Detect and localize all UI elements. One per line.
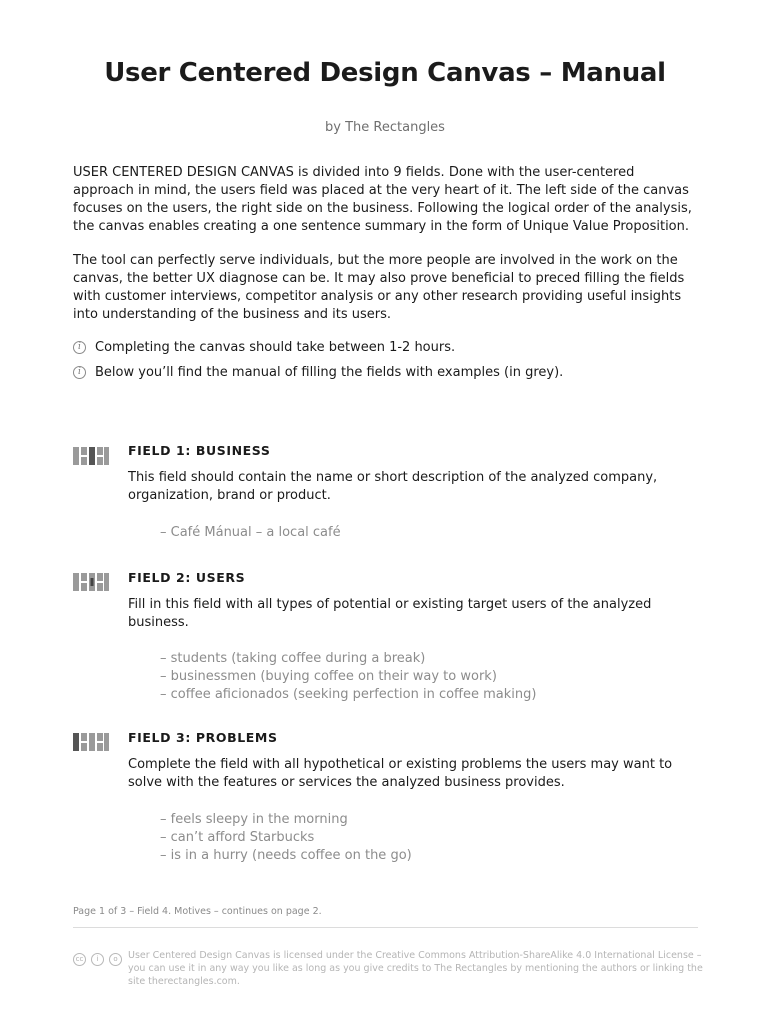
- example-item: – can’t afford Starbucks: [160, 830, 315, 845]
- field-3-description: Complete the field with all hypothetical or existing problems the users may want to solve with the features or services the analyzed business provides.: [128, 757, 673, 790]
- field-1-description: This field should contain the name or short description of the analyzed company, organization, brand or product.: [128, 470, 658, 503]
- example-item: – is in a hurry (needs coffee on the go): [160, 848, 412, 863]
- info-icon: i: [73, 341, 86, 354]
- example-item: – Café Mánual – a local café: [160, 525, 341, 540]
- field-2-examples: [160, 650, 680, 704]
- note-examples: [73, 364, 698, 382]
- note-text: Below you’ll find the manual of filling the fields with examples (in grey).: [95, 365, 564, 380]
- example-item: – students (taking coffee during a break): [160, 651, 426, 666]
- cc-icon: cc: [73, 953, 86, 966]
- field-2-description: Fill in this field with all types of potential or existing target users of the analyzed business.: [128, 597, 652, 630]
- canvas-grid-icon-problems: [73, 733, 109, 751]
- note-text: Completing the canvas should take between 1-2 hours.: [95, 340, 456, 355]
- note-duration: [73, 339, 698, 357]
- field-1-title: FIELD 1: BUSINESS: [128, 443, 271, 458]
- footer-divider: [73, 927, 698, 928]
- example-item: – feels sleepy in the morning: [160, 812, 348, 827]
- canvas-grid-icon-business: [73, 447, 109, 465]
- license-text: User Centered Design Canvas is licensed under the Creative Commons Attribution-ShareAlike 4.0 International License – you can use it in any way you like as long as you give credits to The Rectangles by mentioning the authors or linking the site therectangles.com.: [128, 950, 703, 987]
- byline: by The Rectangles: [325, 120, 445, 135]
- field-2-title: FIELD 2: USERS: [128, 570, 246, 585]
- example-item: – coffee aficionados (seeking perfection in coffee making): [160, 687, 537, 702]
- info-icon: i: [73, 366, 86, 379]
- attribution-icon: i: [91, 953, 104, 966]
- example-item: – businessmen (buying coffee on their way to work): [160, 669, 497, 684]
- field-1-examples: [160, 524, 680, 542]
- intro-paragraph-1: USER CENTERED DESIGN CANVAS is divided into 9 fields. Done with the user-centered approach in mind, the users field was placed at the very heart of it. The left side of the canvas focuses on the users, the right side on the business. Following the logical order of the analysis, the canvas enables creating a one sentence summary in the form of Unique Value Proposition.: [73, 165, 692, 234]
- page-title: User Centered Design Canvas – Manual: [104, 58, 666, 88]
- intro-paragraph-2: The tool can perfectly serve individuals, but the more people are involved in the work on the canvas, the better UX diagnose can be. It may also prove beneficial to preced filling the fields with customer interviews, competitor analysis or any other research providing useful insights into understanding of the business and its users.: [73, 253, 685, 322]
- creative-commons-icons: [73, 953, 123, 969]
- page-footer-note: Page 1 of 3 – Field 4. Motives – continues on page 2.: [73, 906, 322, 917]
- field-3-examples: [160, 811, 680, 865]
- canvas-grid-icon-users: [73, 573, 109, 591]
- field-3-title: FIELD 3: PROBLEMS: [128, 730, 278, 745]
- share-alike-icon: o: [109, 953, 122, 966]
